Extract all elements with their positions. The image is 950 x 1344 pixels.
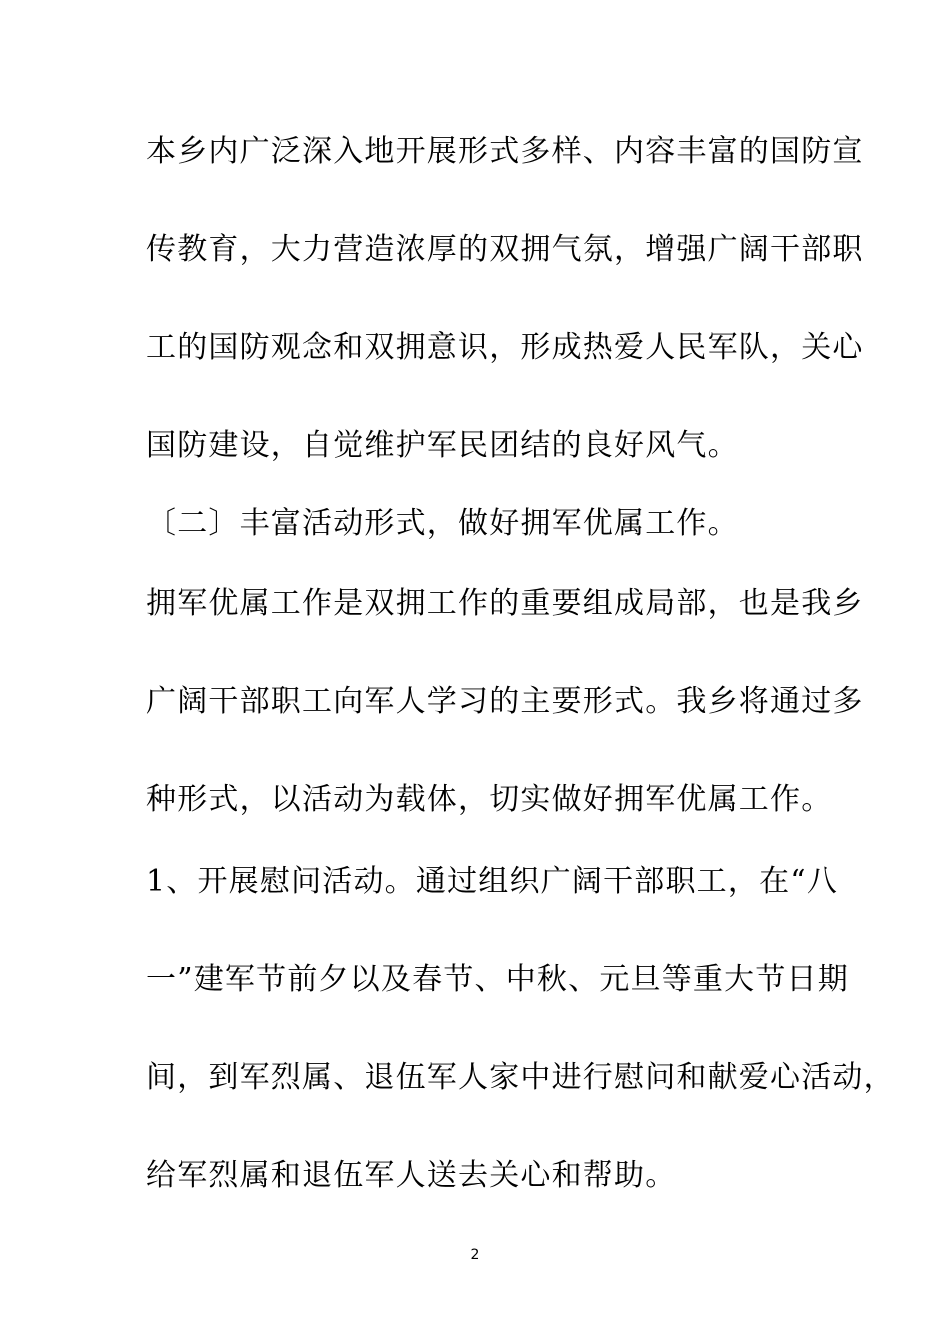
paragraph-line: 拥军优属工作是双拥工作的重要组成局部，也是我乡 [146, 586, 864, 621]
page-number: 2 [470, 1247, 480, 1263]
list-item-line: 给军烈属和退伍军人送去关心和帮助。 [146, 1158, 677, 1193]
paragraph-line: 广阔干部职工向军人学习的主要形式。我乡将通过多 [146, 684, 864, 719]
paragraph-line: 传教育，大力营造浓厚的双拥气氛，增强广阔干部职 [146, 232, 864, 267]
list-item-line: 间，到军烈属、退伍军人家中进行慰问和献爱心活动， [146, 1060, 895, 1095]
paragraph-line: 种形式，以活动为载体，切实做好拥军优属工作。 [146, 782, 833, 817]
paragraph-line: 国防建设，自觉维护军民团结的良好风气。 [146, 428, 739, 463]
list-item-line: 1、开展慰问活动。通过组织广阔干部职工，在“八 [146, 864, 839, 899]
paragraph-line: 工的国防观念和双拥意识，形成热爱人民军队，关心 [146, 330, 864, 365]
paragraph-line: 本乡内广泛深入地开展形式多样、内容丰富的国防宣 [146, 134, 864, 169]
section-heading: 〔二〕丰富活动形式，做好拥军优属工作。 [146, 506, 739, 541]
list-item-line: 一”建军节前夕以及春节、中秋、元旦等重大节日期 [146, 962, 849, 997]
